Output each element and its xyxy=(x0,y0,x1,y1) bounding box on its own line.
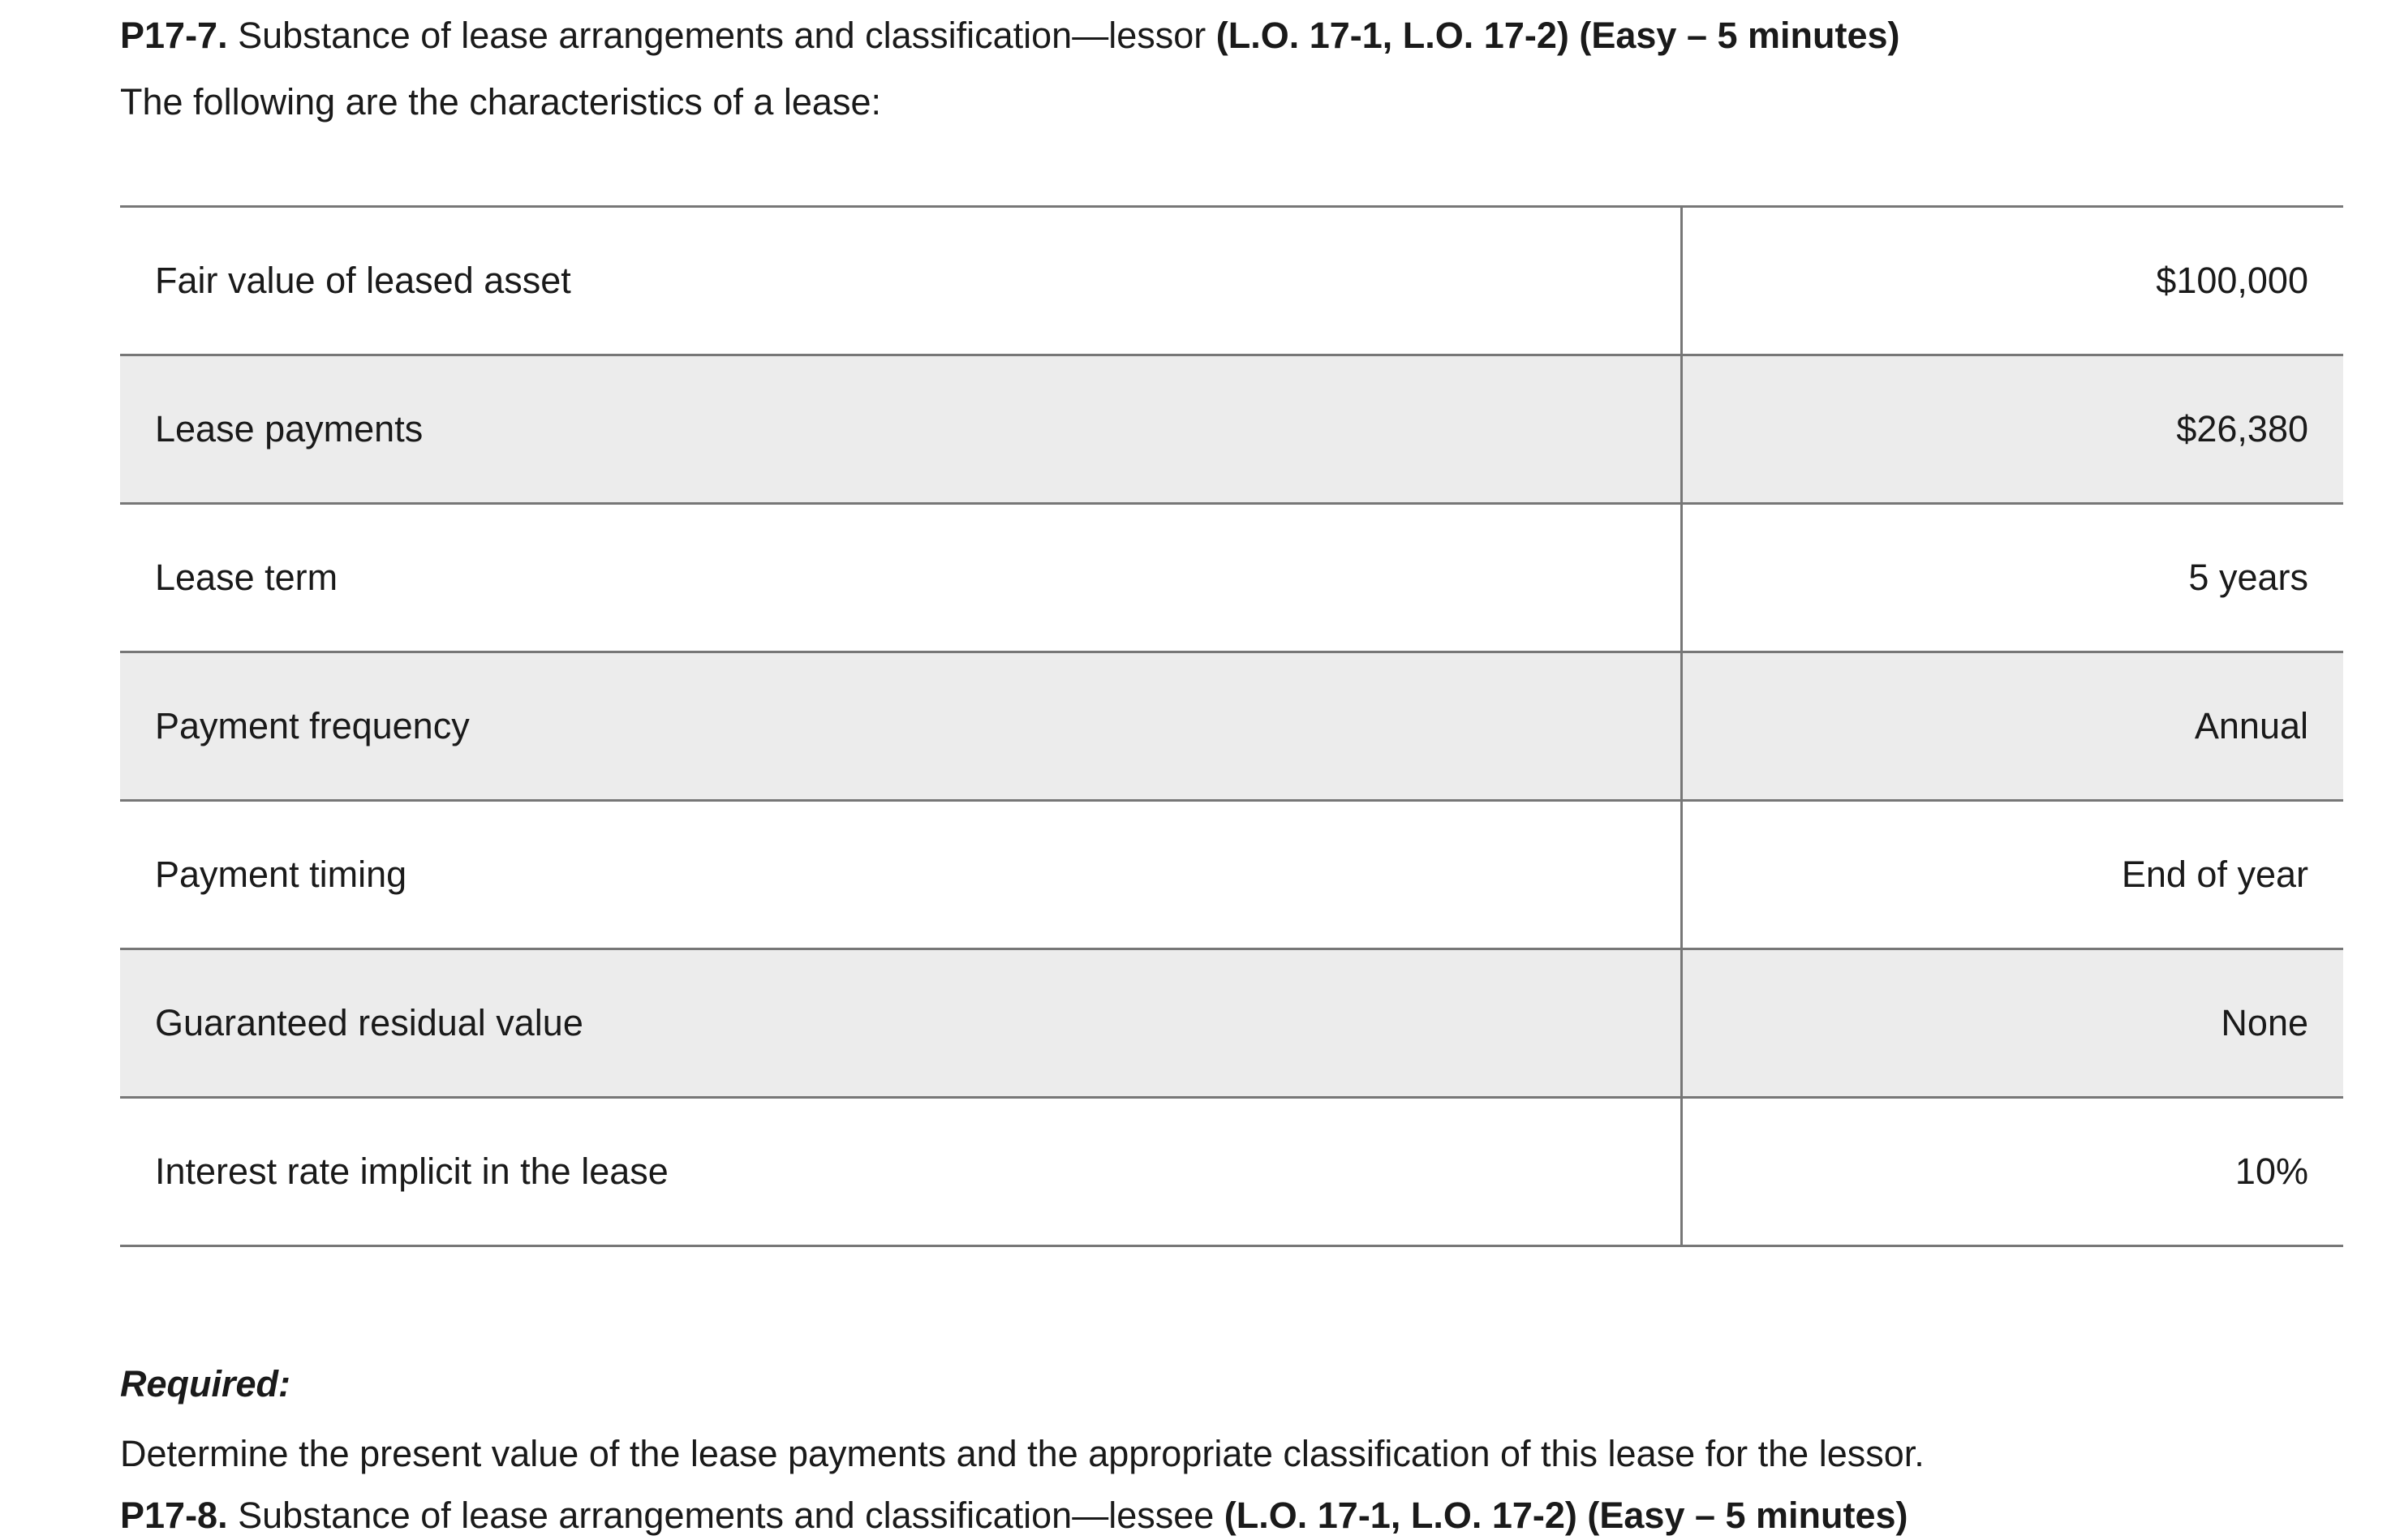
table-row xyxy=(120,207,2343,355)
row-value: 10% xyxy=(1681,1098,2343,1246)
intro-text: The following are the characteristics of a lease: xyxy=(120,81,881,123)
row-value: End of year xyxy=(1681,801,2343,949)
row-label: Interest rate implicit in the lease xyxy=(120,1098,1681,1246)
lease-characteristics-table xyxy=(120,205,2343,1247)
row-label: Guaranteed residual value xyxy=(120,949,1681,1098)
table-row xyxy=(120,1098,2343,1246)
required-text: Determine the present value of the lease payments and the appropriate classification of this lease for the lessor. xyxy=(120,1433,1925,1474)
table-row xyxy=(120,652,2343,801)
next-problem-objectives: (L.O. 17-1, L.O. 17-2) (Easy – 5 minutes) xyxy=(1224,1495,1908,1536)
table-row xyxy=(120,504,2343,652)
table-row xyxy=(120,949,2343,1098)
row-value: $26,380 xyxy=(1681,355,2343,504)
next-problem-title: Substance of lease arrangements and classification—lessee xyxy=(227,1495,1224,1536)
row-value: $100,000 xyxy=(1681,207,2343,355)
required-label: Required: xyxy=(120,1363,291,1404)
next-problem-heading xyxy=(120,1491,1908,1540)
row-value: 5 years xyxy=(1681,504,2343,652)
problem-heading xyxy=(120,11,1900,60)
row-label: Payment timing xyxy=(120,801,1681,949)
problem-number: P17-7. xyxy=(120,15,228,56)
problem-title: Substance of lease arrangements and classification—lessor xyxy=(227,15,1216,56)
row-value: None xyxy=(1681,949,2343,1098)
problem-objectives: (L.O. 17-1, L.O. 17-2) (Easy – 5 minutes) xyxy=(1215,15,1900,56)
table-row xyxy=(120,801,2343,949)
row-label: Payment frequency xyxy=(120,652,1681,801)
next-problem-number: P17-8. xyxy=(120,1495,228,1536)
row-value: Annual xyxy=(1681,652,2343,801)
row-label: Fair value of leased asset xyxy=(120,207,1681,355)
table-row xyxy=(120,355,2343,504)
row-label: Lease payments xyxy=(120,355,1681,504)
row-label: Lease term xyxy=(120,504,1681,652)
